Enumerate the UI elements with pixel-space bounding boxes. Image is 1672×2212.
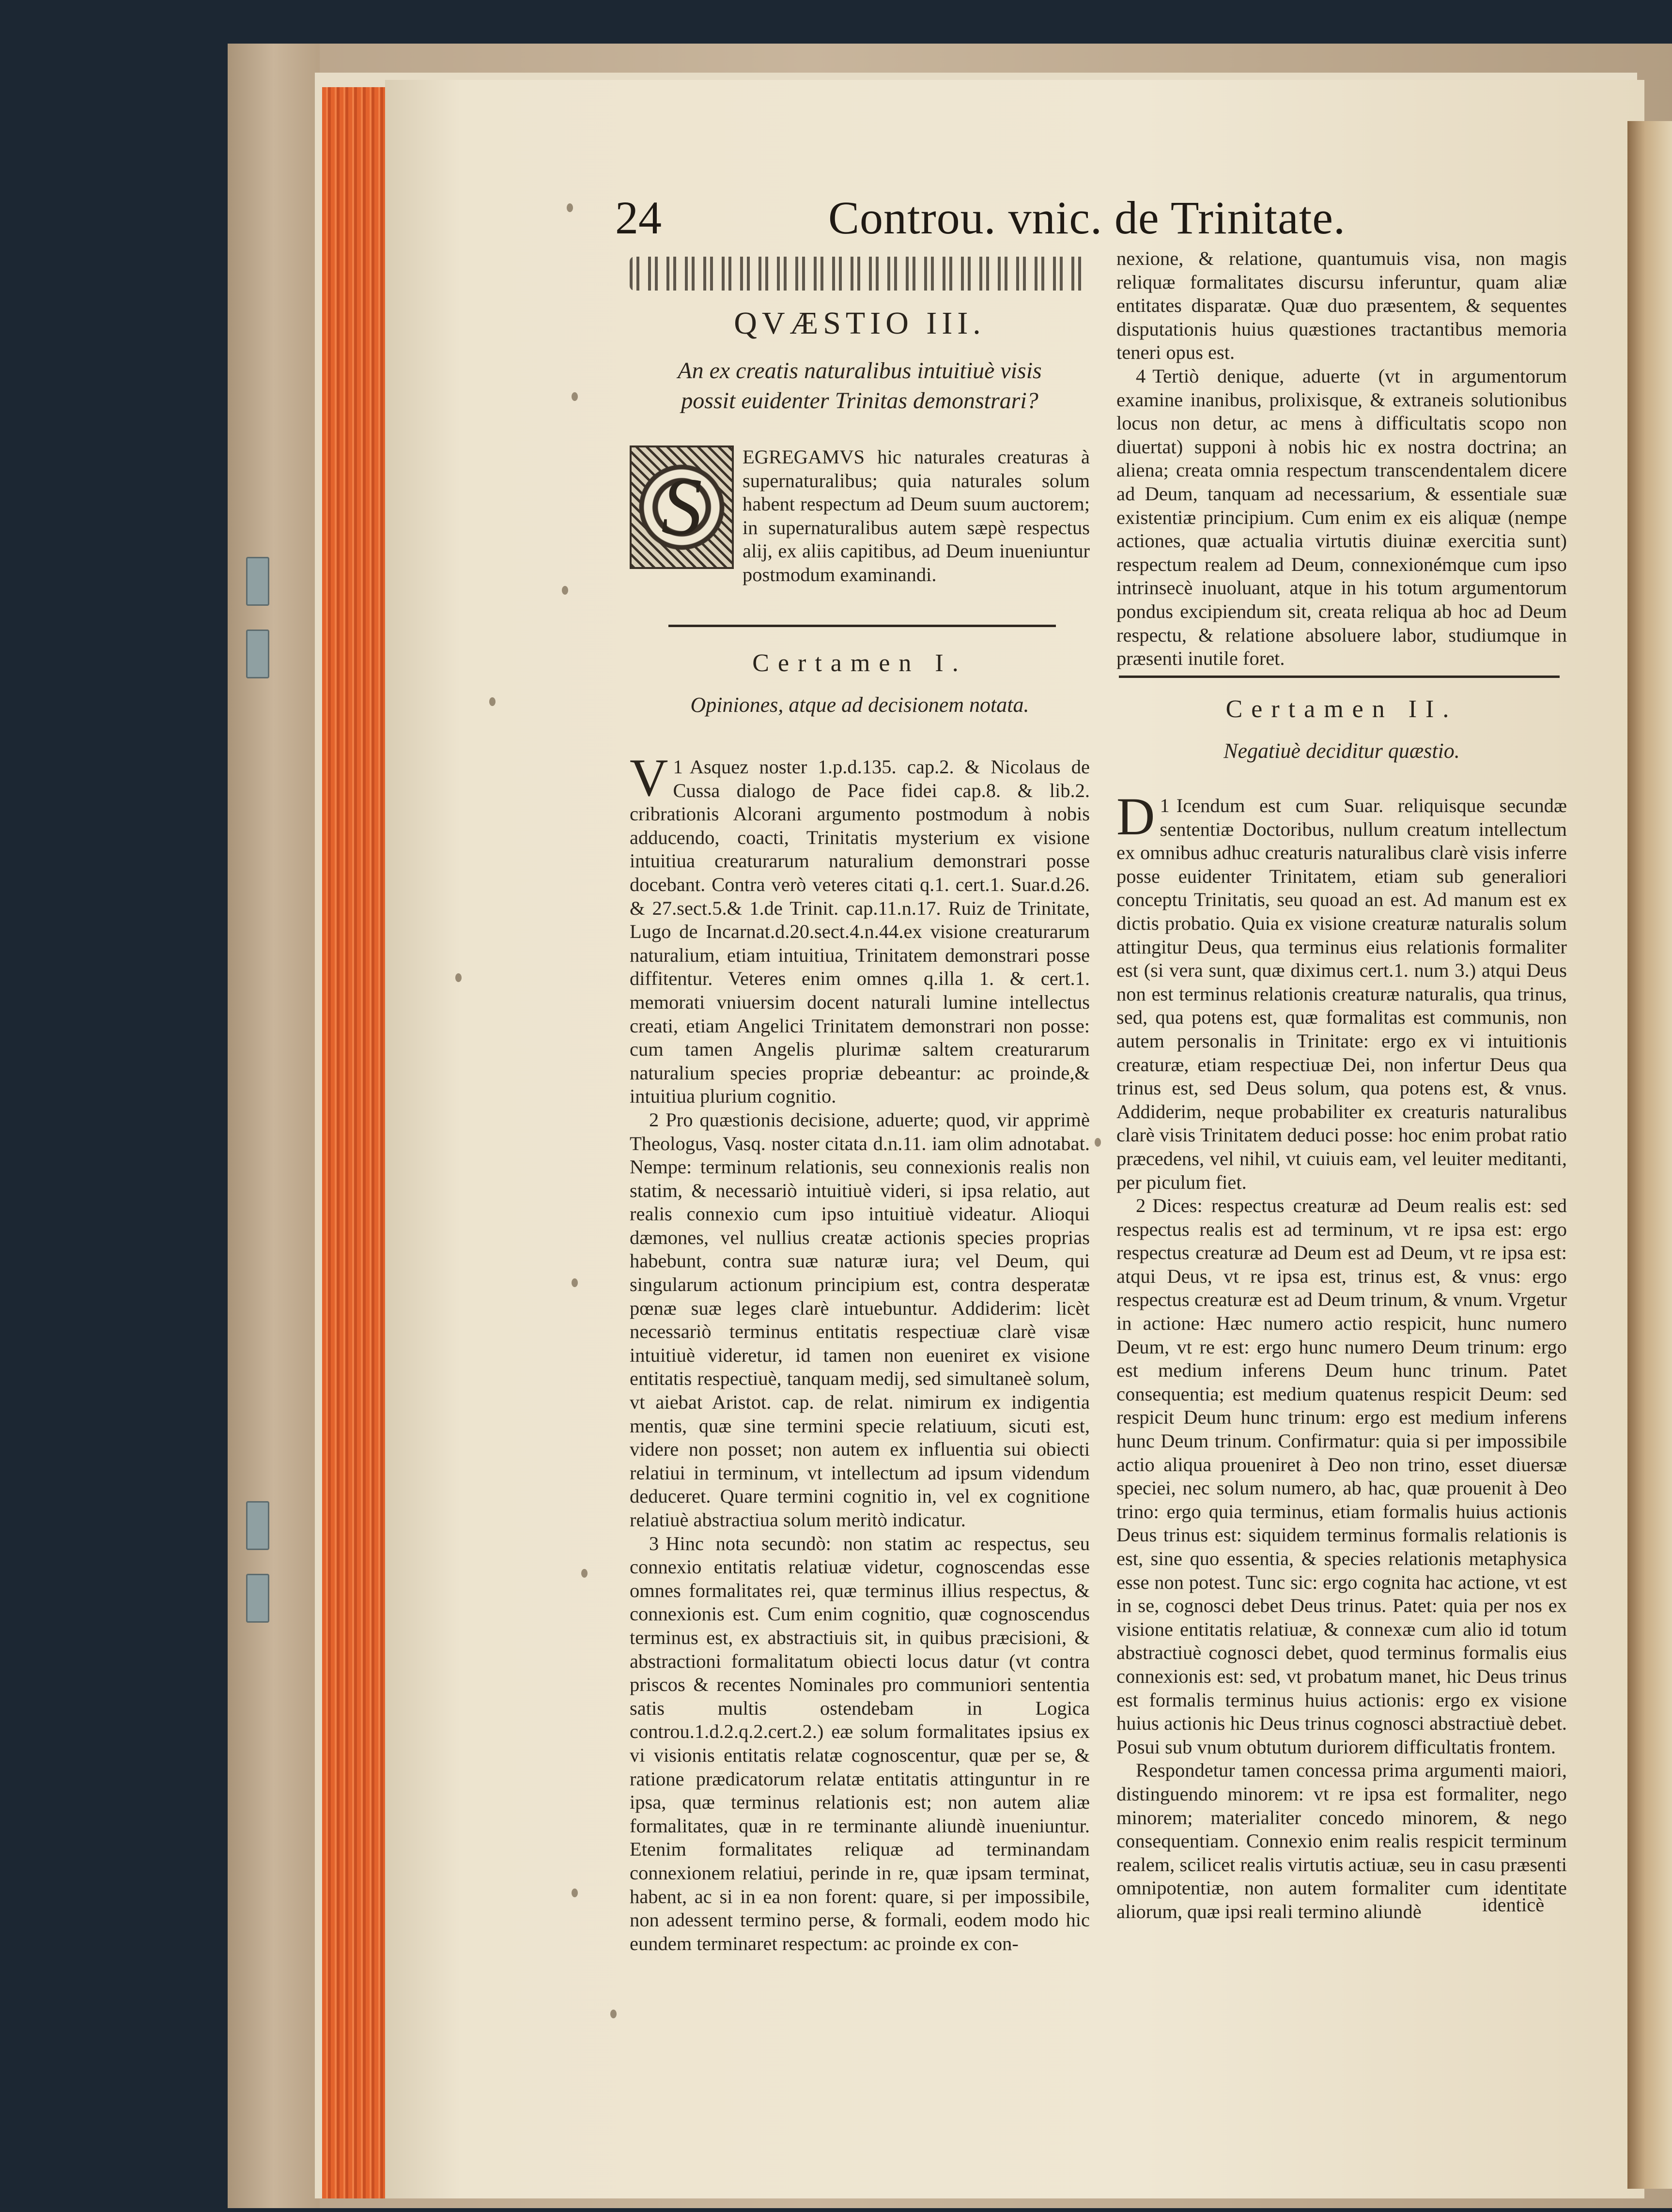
paragraph-number: 1 bbox=[673, 756, 683, 778]
paragraph-1 bbox=[630, 748, 1090, 1108]
paragraph-text: Hinc nota secundò: non statim ac respectus, seu connexio entitatis relatiuæ videtur, cognoscendas esse omnes formalitates rei, quæ terminus illius respectus, & connexionis est. Cum enim cognitio, quæ cognoscendus terminus est, ex abstractiuis sit, in quibus præcisioni, & abstractioni formalitatum obiecti locus datur (vt contra priscos & recentes Nominales pro communiori sententia satis multis ostendebam in Logica controu.1.d.2.q.2.cert.2.) eæ solum formalitates ipsius ex vi visionis entitatis relatæ cognoscentur, quæ per se, & ratione prædicatorum relatæ entitatis attinguntur in re ipsa, quæ terminus relationis est; non autem aliæ formalitates, quæ in re terminante aliundè inueniuntur. Etenim formalitates reliquæ ad terminandam connexionem relatiui, perinde in re, quæ ipsam terminat, habent, ac si in ea non forent: quare, si per impossibile, non adessent termino perse, & formali, eodem modo hic eundem terminaret respectum: ac proinde ex con- bbox=[630, 1532, 1090, 1954]
initial-letter: D bbox=[1116, 787, 1155, 846]
paragraph-number: 3 bbox=[649, 1532, 659, 1554]
paragraph-2 bbox=[1116, 1194, 1567, 1759]
facing-page-edge bbox=[1627, 121, 1672, 2189]
hinge-clasp-1 bbox=[246, 557, 269, 606]
paragraph-3: Respondetur tamen concessa prima argumenti maiori, distinguendo minorem: vt re ipsa est formaliter, nego minorem; materialiter concedo minorem, & nego consequentiam. Connexio enim realis respicit terminum realem, scilicet realis virtutis actiuæ, seu in casu præsenti omnipotentiæ, non autem formaliter cum identitate aliorum, quæ ipsi reali termino aliundè bbox=[1116, 1759, 1567, 1922]
hinge-clasp-3 bbox=[246, 1501, 269, 1550]
red-fore-edge bbox=[322, 87, 385, 2198]
section-divider-2 bbox=[1119, 676, 1560, 678]
wormhole bbox=[572, 1889, 578, 1897]
paragraph-3 bbox=[630, 1532, 1090, 1956]
paragraph-number: 2 bbox=[649, 1108, 659, 1131]
paragraph-continued: nexione, & relatione, quantumuis visa, non magis reliquæ formalitates discursu inferuntur, quam aliæ entitates disparatæ. Quæ duo præsentem, & sequentes disputationis huius quæstiones tractantibus memoria teneri opus est. bbox=[1116, 247, 1567, 364]
hinge-clasp-2 bbox=[246, 630, 269, 678]
paragraph-text: Icendum est cum Suar. reliquisque secundæ sententiæ Doctoribus, nullum creatum intellectum ex omnibus adhuc creaturis naturalibus clarè visis inferre posse euidenter Trinitatem, etiam sub generaliori conceptu Trinitatis, seu quoad an est. Ad manum est ex dictis probatio. Quia ex visione creaturæ naturalis solum attingitur Deus, qua terminus eius relationis formaliter est (si vera sunt, quæ diximus cert.1. num 3.) atqui Deus non est terminus relationis creaturæ naturalis, qua trinus, sed, qua potens est, quæ formalitas est communis, non autem personalis in Trinitate: ergo ex vi intuitionis creaturæ, etiam respectiuæ Dei, non infertur Deus qua trinus est, sed Deus solum, qua potens est, & vnus. Addiderim, neque probabiliter ex creaturis naturalibus clarè visis Trinitatem deduci posse: hoc enim probat ratio præcedens, vel nihil, vt cuiuis eam, vel leuiter meditanti, per piculum fiet. bbox=[1116, 795, 1567, 1193]
certamen-1-subheading: Opiniones, atque ad decisionem notata. bbox=[690, 693, 1029, 717]
wormhole bbox=[572, 1278, 578, 1287]
decorated-initial: S bbox=[630, 445, 734, 569]
question-title: QVÆSTIO III. bbox=[734, 306, 986, 341]
page-title: Controu. vnic. de Trinitate. bbox=[828, 192, 1346, 244]
running-head bbox=[615, 184, 1390, 252]
wormhole bbox=[610, 2010, 617, 2018]
paragraph-2 bbox=[630, 1108, 1090, 1532]
wormhole bbox=[562, 586, 568, 595]
question-intro bbox=[630, 445, 1090, 587]
question-subtitle-line-2: possit euidenter Trinitas demonstrari? bbox=[681, 388, 1038, 414]
certamen-2-subheading: Negatiuè deciditur quæstio. bbox=[1223, 739, 1460, 763]
paragraph-1 bbox=[1116, 787, 1567, 1194]
paragraph-number: 1 bbox=[1160, 795, 1170, 816]
wormhole bbox=[567, 203, 573, 212]
question-subtitle-line-1: An ex creatis naturalibus intuitiuè visis bbox=[678, 358, 1042, 384]
wormhole bbox=[1095, 1138, 1101, 1147]
section-divider-1 bbox=[668, 625, 1056, 627]
wormhole bbox=[489, 697, 495, 706]
paragraph-text: Tertiò denique, aduerte (vt in argumentorum examine inanibus, prolixisque, & extraneis solutionibus locus non detur, ac mens à difficultatis scopo non diuertat) supponi à nobis hic ex nostra doctrina; an aliena; creata omnia respectum transcendentalem dicere ad Deum, tanquam ad necessarium, & essentiale suæ existentiæ principium. Cum enim ex eis aliquæ (nempe actiones, quæ actualia virtutis diuinæ exercitia sunt) respectum realem ad Deum, connexionémque cum ipso intrinsecè inuoluant, atque in his totum argumentorum pondus excipiendum sit, creata reliqua ab hoc ad Deum respectu, & relatione absoluere labor, studiumque in præsenti inutile foret. bbox=[1116, 365, 1567, 670]
ornamental-headpiece bbox=[630, 257, 1090, 291]
wormhole bbox=[581, 1569, 588, 1578]
left-column bbox=[630, 748, 1090, 1955]
paragraph-text: Asquez noster 1.p.d.135. cap.2. & Nicolaus de Cussa dialogo de Pace fidei cap.8. & lib.2. cribrationis Alcorani argumento postmodum à nobis adducendo, coacti, Trinitatis mysterium ex visione intuitiua creaturarum naturalium demonstrari posse docebant. Contra verò veteres citati q.1. cert.1. Suar.d.26. & 27.sect.5.& 1.de Trinit. cap.11.n.17. Ruiz de Trinitate, Lugo de Incarnat.d.20.sect.4.n.44.ex visione creaturarum naturalium, etiam intuitiua, Trinitatem demonstrari posse diffitentur. Veteres enim omnes q.illa 1. & cert.1. memorati vniuersim docent naturali lumine intellectus creati, etiam Angelici Trinitatem demonstrari non posse: cum tamen Angelis plurimæ saltem creaturarum naturalium species propriæ debeantur: ac proinde,& intuitiua plurium cognitio. bbox=[630, 756, 1090, 1107]
initial-letter: V bbox=[630, 748, 668, 807]
paragraph-number: 2 bbox=[1136, 1195, 1146, 1217]
paragraph-text: Pro quæstionis decisione, aduerte; quod, vir apprimè Theologus, Vasq. noster citata d.n.11. iam olim adnotabat. Nempe: terminum relationis, seu connexionis realis non statim, & necessariò intuitiuè videri, si ipsa relatio, aut realis connexio cum ipso intuitiuè videatur. Alioqui dæmones, vel nullius creatæ actionis species proprias habebunt, contra suæ naturæ iura; vel Deum, qui singularum actionum principium est, contra desperatæ pœnæ suæ leges clarè intuebuntur. Addiderim: licèt necessariò terminus entitatis respectiuæ clarè visæ intuitiuè videretur, id tamen non eueniret ex visione entitatis respectiuè, tanquam medij, sed simultaneè solum, vt aiebat Aristot. cap. de relat. nimirum ex indigentia mentis, quæ sine termini specie relatiuum, sicuti est, videre non posset; non autem ex influentia sui obiecti relatiui in terminum, vt intellectum ad ipsum videndum deduceret. Quare termini cognitio in, vel ex cognitione relatiuè abstractiua solum meritò indicatur. bbox=[630, 1108, 1090, 1531]
right-column-bottom bbox=[1116, 787, 1567, 1924]
intro-text: EGREGAMVS hic naturales creaturas à supernaturalibus; quia naturales solum habent respectum ad Deum suum auctorem; in supernaturalibus autem sæpè respectus alij, ex aliis capitibus, ad Deum inueniuntur postmodum examinandi. bbox=[743, 446, 1090, 585]
question-subtitle bbox=[630, 356, 1090, 416]
right-column-top bbox=[1116, 247, 1567, 671]
paragraph-4 bbox=[1116, 365, 1567, 671]
wormhole bbox=[455, 973, 462, 982]
certamen-2-heading: Certamen II. bbox=[1225, 695, 1458, 723]
catchword: identicè bbox=[1482, 1894, 1545, 1916]
page-number: 24 bbox=[615, 192, 662, 244]
wormhole bbox=[572, 392, 578, 401]
paragraph-text: Dices: respectus creaturæ ad Deum realis est: sed respectus realis est ad terminum, vt re ipsa est: ergo respectus creaturæ ad Deum est ad Deum, vt re ipsa est: atqui Deus, vt re ipsa est, trinus est, & vnus: ergo respectus creaturæ est ad Deum trinum, & vnum. Vrgetur in actione: Hæc numero actio respicit, hunc numero Deum, vt re est: ergo hunc numero Deum trinum: ergo est medium inferens Deum hunc trinum. Patet consequentia; est medium quatenus respicit Deum: sed respicit Deum hunc trinum: ergo est medium inferens hunc Deum trinum. Confirmatur: quia si per impossibile actio aliqua proueniret à Deo non trino, esset diuersæ speciei, nec solum numero, ab hac, quæ prouenit à Deo trino: ergo quia terminus, etiam formalis huius actionis Deus trinus est: siquidem terminus formalis relationis is est, sine quo essentia, & species relationis metaphysica esse non potest. Tunc sic: ergo cognita hac actione, vt est in se, cognosci debet Deus trinus. Patet: quia per nos ex visione entitatis relatiuæ, & connexæ cum alio id totum abstractiuè cognosci debet, quod terminus formalis eius connexionis est: sed, vt probatum manet, hic Deus trinus est formalis terminus huius actionis: ergo ex visione huius actionis hic Deus trinus cognosci abstractiuè debet. Posui sub vnum obtutum duriorem difficultatis frontem. bbox=[1116, 1195, 1567, 1758]
binding-board bbox=[228, 44, 320, 2208]
hinge-clasp-4 bbox=[246, 1574, 269, 1623]
certamen-1-heading: Certamen I. bbox=[752, 649, 967, 677]
paragraph-number: 4 bbox=[1136, 365, 1146, 387]
